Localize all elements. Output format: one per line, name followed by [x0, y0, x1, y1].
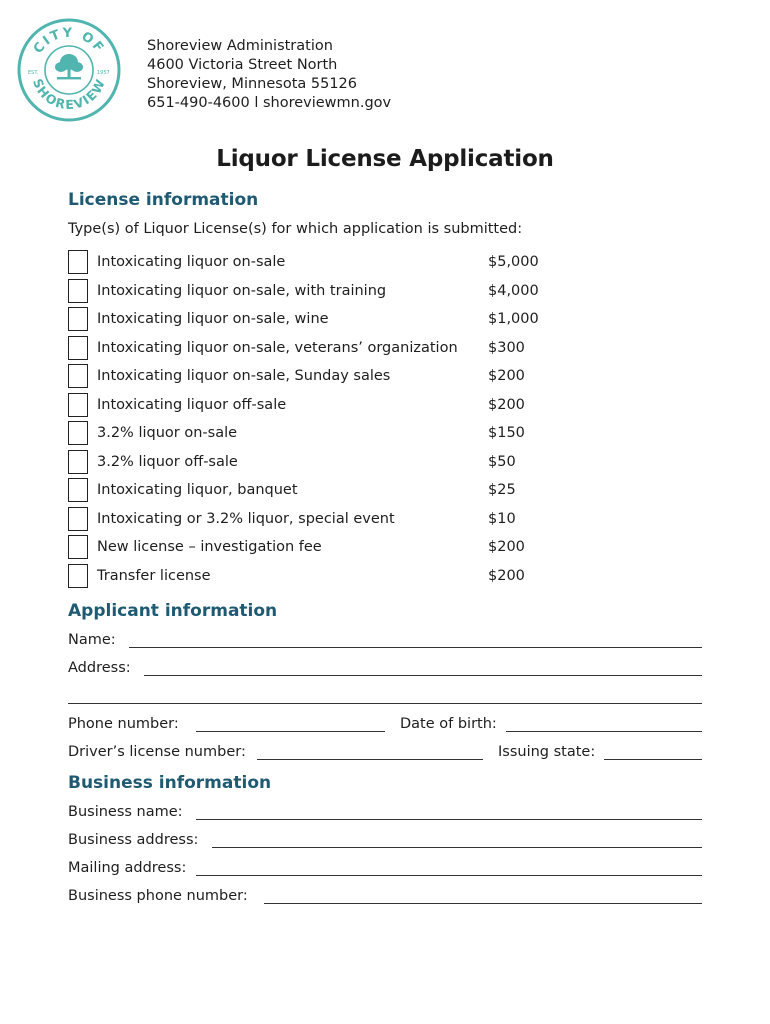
applicant-phone-input[interactable]: [196, 731, 385, 732]
license-label: 3.2% liquor off-sale: [97, 454, 238, 470]
page-title: Liquor License Application: [216, 146, 554, 172]
seal-bottom-text: SHOREVIEW: [29, 75, 109, 113]
license-option: [68, 450, 708, 476]
license-checkbox[interactable]: [68, 421, 88, 445]
license-fee: $200: [488, 568, 525, 584]
license-checkbox[interactable]: [68, 250, 88, 274]
seal-year-text: 1957: [97, 70, 110, 76]
license-option: [68, 364, 708, 390]
license-intro-text: Type(s) of Liquor License(s) for which application is submitted:: [68, 221, 523, 237]
license-checkbox[interactable]: [68, 507, 88, 531]
license-label: Intoxicating or 3.2% liquor, special event: [97, 511, 395, 527]
license-checkbox[interactable]: [68, 364, 88, 388]
license-option: [68, 478, 708, 504]
city-seal-logo: [17, 18, 121, 122]
license-label: Intoxicating liquor on-sale, with training: [97, 283, 387, 299]
license-fee: $10: [488, 511, 516, 527]
license-section-heading: License information: [68, 190, 259, 210]
license-fee: $5,000: [488, 254, 539, 270]
applicant-state-input[interactable]: [604, 759, 702, 760]
applicant-phone-label: Phone number:: [68, 716, 179, 732]
license-fee: $150: [488, 425, 525, 441]
license-checkbox[interactable]: [68, 478, 88, 502]
license-label: Transfer license: [97, 568, 211, 584]
applicant-address-line2-input[interactable]: [68, 703, 702, 704]
applicant-name-input[interactable]: [129, 647, 702, 648]
applicant-address-input[interactable]: [144, 675, 702, 676]
license-checkbox[interactable]: [68, 336, 88, 360]
license-label: Intoxicating liquor on-sale, Sunday sales: [97, 368, 391, 384]
svg-text:CITY OF: [31, 26, 107, 57]
license-option: [68, 507, 708, 533]
license-fee: $200: [488, 539, 525, 555]
license-checkbox[interactable]: [68, 535, 88, 559]
org-street: 4600 Victoria Street North: [147, 57, 338, 73]
business-name-label: Business name:: [68, 804, 183, 820]
license-fee: $1,000: [488, 311, 539, 327]
org-name: Shoreview Administration: [147, 38, 333, 54]
business-address-input[interactable]: [212, 847, 702, 848]
license-checkbox[interactable]: [68, 279, 88, 303]
seal-est-text: EST.: [28, 70, 39, 76]
license-checkbox[interactable]: [68, 393, 88, 417]
business-name-input[interactable]: [196, 819, 702, 820]
business-address-label: Business address:: [68, 832, 199, 848]
license-label: New license – investigation fee: [97, 539, 322, 555]
license-checkbox[interactable]: [68, 450, 88, 474]
license-option: [68, 393, 708, 419]
license-checkbox[interactable]: [68, 564, 88, 588]
license-label: Intoxicating liquor off-sale: [97, 397, 287, 413]
business-phone-input[interactable]: [264, 903, 702, 904]
seal-top-text: CITY OF: [30, 25, 108, 57]
license-option: [68, 564, 708, 590]
license-label: Intoxicating liquor on-sale, wine: [97, 311, 329, 327]
applicant-state-label: Issuing state:: [498, 744, 596, 760]
applicant-dob-label: Date of birth:: [400, 716, 497, 732]
license-option: [68, 250, 708, 276]
license-label: 3.2% liquor on-sale: [97, 425, 238, 441]
mailing-address-input[interactable]: [196, 875, 702, 876]
org-contact: 651-490-4600 l shoreviewmn.gov: [147, 95, 392, 111]
license-option: [68, 336, 708, 362]
business-phone-label: Business phone number:: [68, 888, 248, 904]
org-address-block: [147, 37, 391, 113]
license-fee: $200: [488, 397, 525, 413]
org-city: Shoreview, Minnesota 55126: [147, 76, 358, 92]
license-option: [68, 535, 708, 561]
mailing-address-label: Mailing address:: [68, 860, 187, 876]
license-label: Intoxicating liquor on-sale, veterans’ organization: [97, 340, 458, 356]
license-option: [68, 279, 708, 305]
applicant-section-heading: Applicant information: [68, 601, 278, 621]
license-fee: $25: [488, 482, 516, 498]
license-fee: $200: [488, 368, 525, 384]
applicant-name-label: Name:: [68, 632, 116, 648]
business-section-heading: Business information: [68, 773, 272, 793]
license-fee: $300: [488, 340, 525, 356]
license-label: Intoxicating liquor on-sale: [97, 254, 286, 270]
license-checkbox[interactable]: [68, 307, 88, 331]
license-label: Intoxicating liquor, banquet: [97, 482, 298, 498]
tree-emblem-icon: [55, 54, 83, 79]
applicant-license-input[interactable]: [257, 759, 483, 760]
license-option: [68, 421, 708, 447]
license-fee: $4,000: [488, 283, 539, 299]
applicant-address-label: Address:: [68, 660, 131, 676]
license-fee: $50: [488, 454, 516, 470]
applicant-license-label: Driver’s license number:: [68, 744, 246, 760]
applicant-dob-input[interactable]: [506, 731, 702, 732]
license-option: [68, 307, 708, 333]
